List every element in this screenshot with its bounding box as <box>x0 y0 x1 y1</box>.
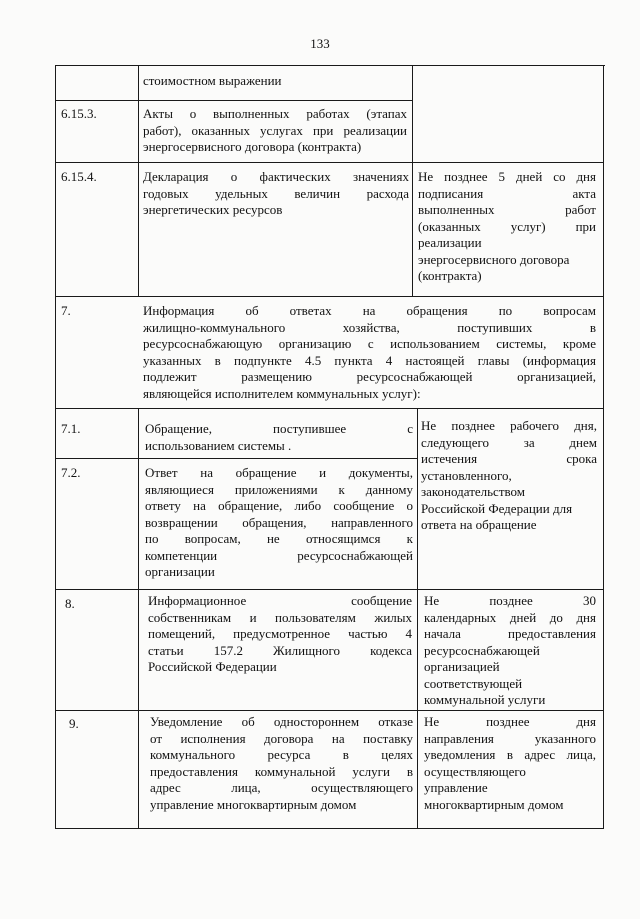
deadline-line: коммунальной услуги <box>424 692 546 707</box>
deadline-line: Не позднее рабочего дня, <box>421 418 597 433</box>
deadline-line: управление <box>424 780 488 795</box>
row-number: 7. <box>61 303 71 318</box>
description-line: Акты о выполненных работах (этапах <box>143 106 407 121</box>
deadline-line: Российской Федерации для <box>421 500 573 516</box>
description-line: стоимостном выражении <box>143 73 282 88</box>
row-description <box>143 303 596 402</box>
description-line: собственникам и пользователям жилых <box>148 609 412 625</box>
description-line: годовых удельных величин расхода <box>143 185 409 201</box>
description-line: возвращении обращения, направленного <box>145 514 413 530</box>
row-number: 6.15.4. <box>61 169 97 184</box>
description-line: Информационное сообщение <box>148 593 412 608</box>
description-line: энергетических ресурсов <box>143 202 283 217</box>
deadline-line: начала предоставления <box>424 626 596 641</box>
deadline-line: (оказанных услуг) при <box>418 218 596 234</box>
deadline-line: выполненных работ <box>418 202 596 217</box>
description-line: энергосервисного договора (контракта) <box>143 139 362 154</box>
row-description <box>148 593 412 676</box>
deadline-line: установленного, <box>421 467 512 483</box>
deadline-line: многоквартирным домом <box>424 796 564 812</box>
deadline-line: подписания акта <box>418 185 596 201</box>
description-line: Уведомление об одностороннем отказе <box>150 714 413 729</box>
deadline-line: энергосервисного договора <box>418 251 570 267</box>
description-line: являющиеся приложениями к данному <box>145 481 413 497</box>
description-line: Обращение, поступившее с <box>145 421 413 436</box>
description-line: организации <box>145 564 215 579</box>
description-line: ответу на обращение, либо сообщение о <box>145 498 413 513</box>
deadline-line: направления указанного <box>424 730 596 746</box>
page-number: 133 <box>310 36 330 51</box>
deadline-line: ответа на обращение <box>421 517 537 532</box>
deadline-line: ресурсоснабжающей <box>424 642 540 658</box>
row-number: 9. <box>69 716 79 731</box>
description-line: помещений, предусмотренное частью 4 <box>148 626 412 641</box>
row-number: 7.2. <box>61 465 81 480</box>
description-line: указанных в подпункте 4.5 пункта 4 настоящей главы (информация <box>143 352 596 368</box>
row-number: 7.1. <box>61 421 81 436</box>
description-line: подлежит размещению ресурсоснабжающей организацией, <box>143 369 596 384</box>
row-number: 6.15.3. <box>61 106 97 121</box>
description-line: по вопросам, не относящимся к <box>145 531 413 546</box>
description-line: адрес лица, осуществляющего <box>150 780 413 795</box>
deadline-line: соответствующей <box>424 675 523 691</box>
deadline-line: организацией <box>424 659 500 674</box>
row-description <box>143 169 409 219</box>
description-line: Информация об ответах на обращения по вопросам <box>143 303 596 318</box>
description-line: управление многоквартирным домом <box>150 796 357 812</box>
row-deadline <box>418 169 596 285</box>
description-line: предоставления коммунальной услуги в <box>150 763 413 779</box>
deadline-line: Не позднее дня <box>424 714 596 729</box>
deadline-line: (контракта) <box>418 268 482 283</box>
row-deadline <box>421 418 597 534</box>
row-deadline <box>424 593 596 709</box>
description-line: жилищно-коммунального хозяйства, поступивших в <box>143 319 596 335</box>
deadline-line: Не позднее 30 <box>424 593 596 608</box>
description-line: являющейся исполнителем коммунальных услуг): <box>143 385 421 401</box>
row-description <box>150 714 413 813</box>
row-description <box>145 465 413 581</box>
deadline-line: календарных дней до дня <box>424 609 596 625</box>
row-number: 8. <box>65 596 75 611</box>
description-line: статьи 157.2 Жилищного кодекса <box>148 642 412 658</box>
description-line: Российской Федерации <box>148 659 277 674</box>
row-deadline <box>424 714 596 813</box>
deadline-line: Не позднее 5 дней со дня <box>418 169 596 184</box>
row-description <box>143 106 407 156</box>
description-line: компетенции ресурсоснабжающей <box>145 547 413 563</box>
description-line: работ), оказанных услугах при реализации <box>143 122 407 138</box>
row-description <box>143 73 407 90</box>
description-line: Декларация о фактических значениях <box>143 169 409 184</box>
deadline-line: следующего за днем <box>421 434 597 450</box>
description-line: Ответ на обращение и документы, <box>145 465 413 480</box>
deadline-line: реализации <box>418 235 482 250</box>
description-line: от исполнения договора на поставку <box>150 730 413 746</box>
row-description <box>145 421 413 454</box>
deadline-line: истечения срока <box>421 451 597 466</box>
description-line: коммунального ресурса в целях <box>150 747 413 762</box>
description-line: ресурсоснабжающую организацию с использованием системы, кроме <box>143 336 596 351</box>
deadline-line: осуществляющего <box>424 763 526 779</box>
deadline-line: уведомления в адрес лица, <box>424 747 596 762</box>
deadline-line: законодательством <box>421 484 526 499</box>
description-line: использованием системы . <box>145 437 292 453</box>
